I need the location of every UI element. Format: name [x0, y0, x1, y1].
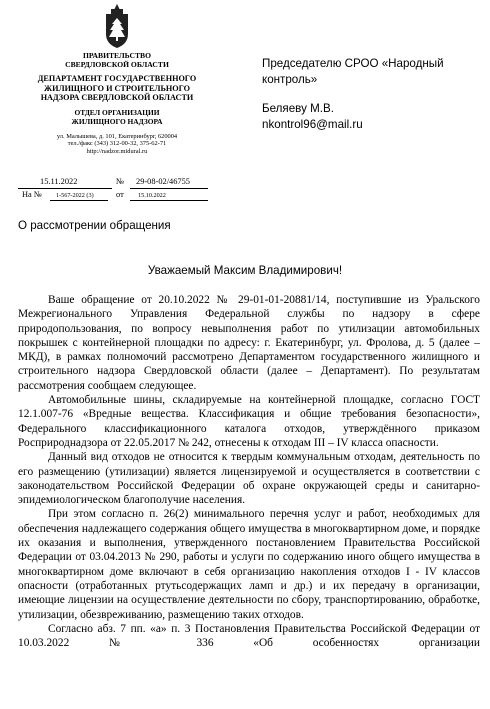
recipient-name: Беляеву М.В. [262, 102, 334, 115]
recipient-title-line1: Председателю СРОО «Народный [262, 57, 444, 70]
letterhead [18, 4, 216, 156]
number-underline [130, 188, 208, 189]
greeting: Уважаемый Максим Владимирович! [147, 264, 343, 277]
phone: тел./факс (343) 312-00-32, 375-62-71 [67, 140, 167, 148]
in-reply-date: 15.10.2022 [138, 192, 166, 199]
in-reply-number-underline [50, 200, 108, 201]
subject-line: О рассмотрении обращения [18, 219, 171, 232]
paragraph: Ваше обращение от 20.10.2022 № 29-01-01-20881/14, поступившие из Уральского Межрегионального Управления Федеральной службы по надзору в сфере природопользования, по вопросу невыполнения работ по утилизации автомобильных покрышек с контейнерной площадки по адресу: г. Екатеринбург, ул. Фролова, д. 5 (далее – МКД), в рамках полномочий рассмотрено Департаментом государственного жилищного и строительного надзора Свердловской области (далее – Департамент). По результатам рассмотрения сообщаем следующее. [18, 294, 480, 392]
address: ул. Малышева, д. 101, Екатеринбург, 620004 [56, 132, 178, 140]
number-label: № [116, 177, 124, 186]
outgoing-number: 29-08-02/46755 [136, 177, 190, 186]
office-name: ОТДЕЛ ОРГАНИЗАЦИИ ЖИЛИЩНОГО НАДЗОРА [71, 108, 163, 126]
coat-of-arms-icon [104, 4, 130, 48]
paragraph: Данный вид отходов не относится к твердым коммунальным отходам, деятельность по его размещению (утилизации) является лицензируемой и осуществляется в соответствии с законодательством Российской Федерации об охране окружающей среды и санитарно-эпидемиологическом благополучие населения. [18, 451, 480, 507]
department-name: ДЕПАРТАМЕНТ ГОСУДАРСТВЕННОГО ЖИЛИЩНОГО И СТРОИТЕЛЬНОГО НАДЗОРА СВЕРДЛОВСКОЙ ОБЛАСТИ [37, 74, 197, 102]
in-reply-label: На № [22, 190, 42, 199]
government-name: ПРАВИТЕЛЬСТВО СВЕРДЛОВСКОЙ ОБЛАСТИ [65, 51, 169, 69]
paragraph: Автомобильные шины, складируемые на контейнерной площадке, согласно ГОСТ 12.1.007-76 «Вредные вещества. Классификация и общие требования безопасности», Федерального классификационного каталога отходов, утверждённого приказом Росприроднадзора от 22.05.2017 № 242, отнесены к отходам III – IV класса опасности. [18, 394, 480, 449]
outgoing-date: 15.11.2022 [40, 177, 78, 186]
recipient-title-line2: контроль» [262, 73, 318, 86]
letter-body [18, 293, 480, 650]
date-underline [18, 188, 112, 189]
paragraph: Согласно абз. 7 пп. «а» п. 3 Постановления Правительства Российской Федерации от 10.03.2022 № 336 «Об особенностях организации [18, 622, 480, 650]
in-reply-date-underline [130, 200, 208, 201]
recipient-email: nkontrol96@mail.ru [262, 118, 363, 131]
recipient-block [262, 56, 482, 133]
from-label: от [116, 190, 124, 199]
paragraph: При этом согласно п. 26(2) минимального перечня услуг и работ, необходимых для обеспечения надлежащего содержания общего имущества в многоквартирном доме, и порядке их оказания и выполнения, утвержденного постановлением Правительства Российской Федерации от 03.04.2013 № 290, работы и услуги по содержанию иного общего имущества в многоквартирном доме включают в себя организацию накопления отходов I - IV классов опасности (отработанных ртутьсодержащих ламп и др.) и их передачу в организации, имеющие лицензии на осуществление деятельности по сбору, транспортированию, обработке, утилизации, обезвреживанию, размещению таких отходов. [18, 508, 480, 621]
contact-info [18, 133, 216, 156]
website: http://nadzor.midural.ru [86, 148, 148, 156]
in-reply-number: 1-567-2022 (3) [56, 192, 94, 199]
